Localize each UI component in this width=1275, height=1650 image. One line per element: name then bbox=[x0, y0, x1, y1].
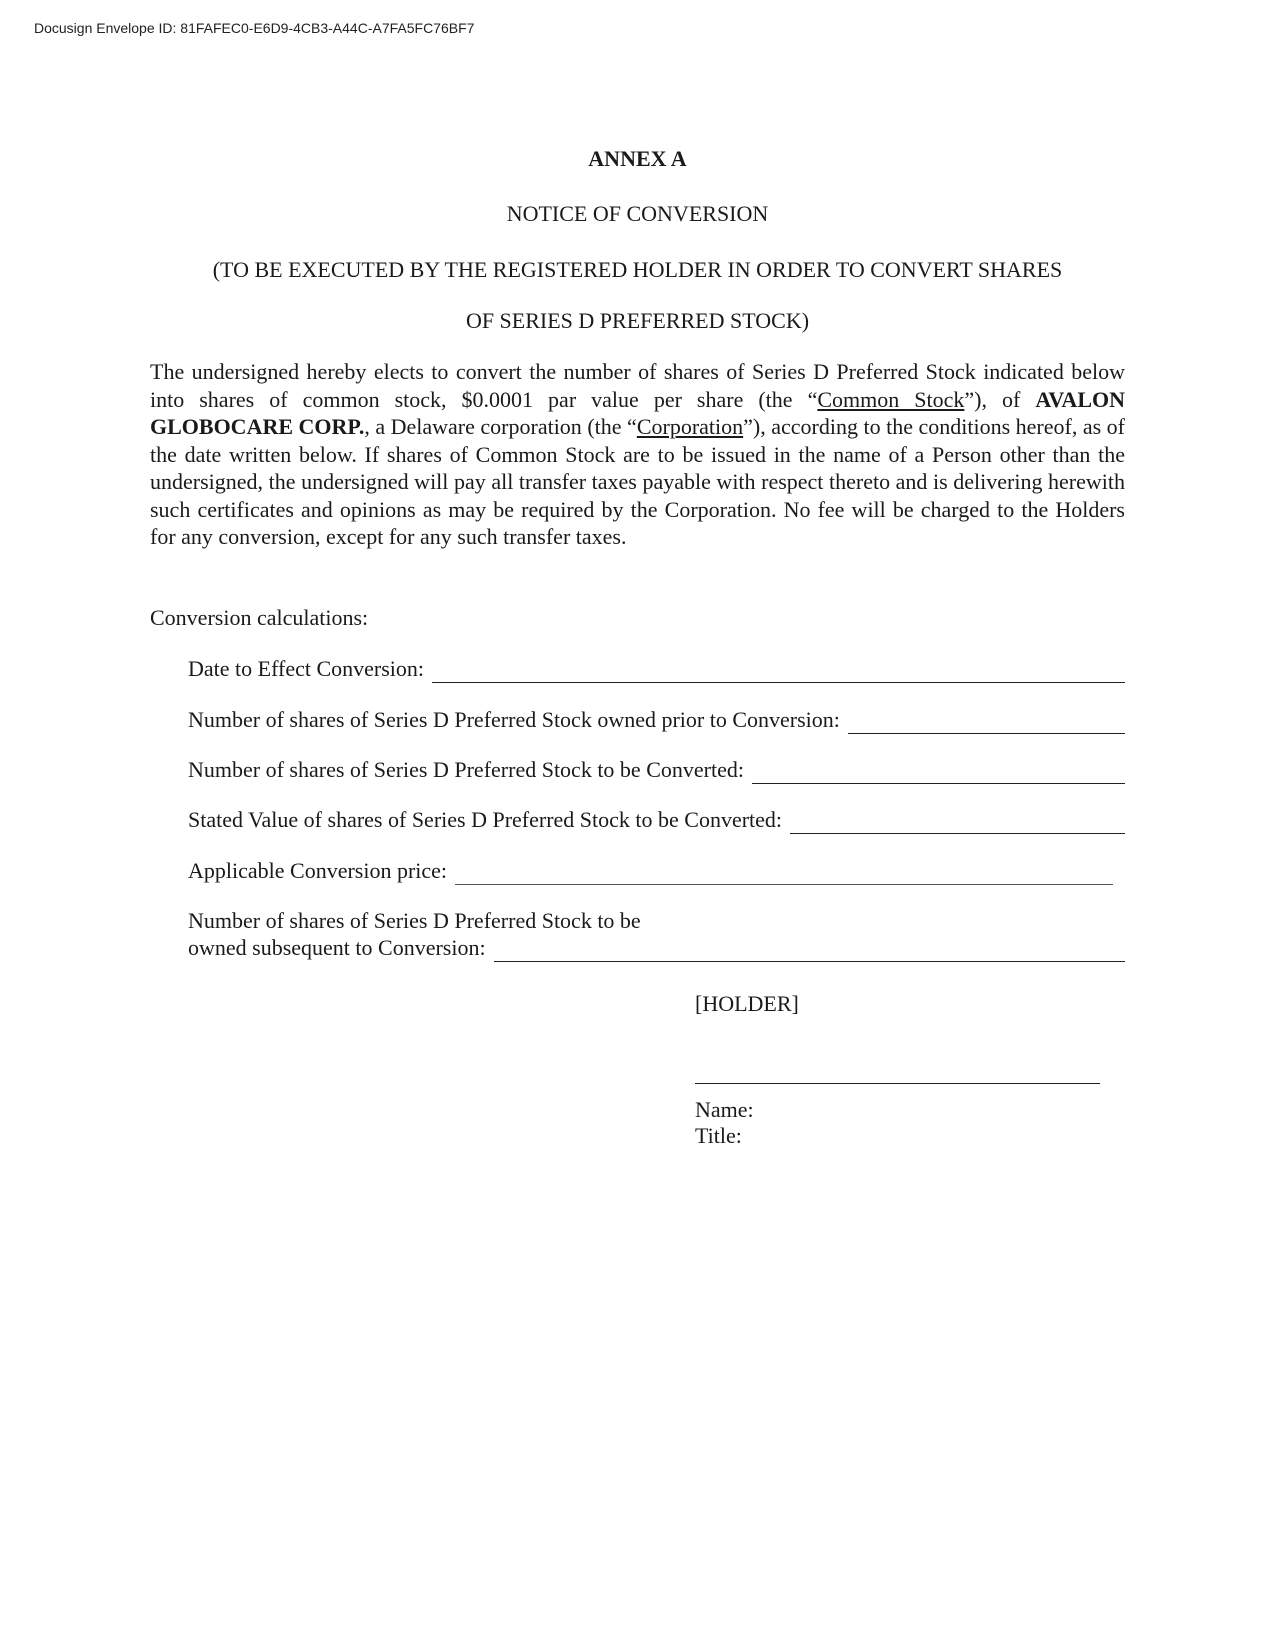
notice-title: NOTICE OF CONVERSION bbox=[506, 201, 769, 226]
company-name: AVALON GLOBOCARE CORP. bbox=[150, 386, 1125, 439]
conversion-price-blank-line[interactable] bbox=[455, 864, 1113, 885]
field-label: owned subsequent to Conversion: bbox=[188, 935, 486, 960]
calculations-title: Conversion calculations: bbox=[150, 605, 369, 630]
shares-owned-subsequent-blank-line[interactable] bbox=[494, 941, 1125, 962]
signature-block bbox=[695, 1097, 754, 1149]
defined-term-common-stock: Common Stock bbox=[817, 386, 965, 412]
date-to-effect-field[interactable] bbox=[188, 655, 1125, 683]
subtitle-line-1: (TO BE EXECUTED BY THE REGISTERED HOLDER IN ORDER TO CONVERT SHARES bbox=[212, 257, 1063, 282]
field-label: Applicable Conversion price: bbox=[188, 858, 448, 883]
envelope-id: Docusign Envelope ID: 81FAFEC0-E6D9-4CB3-A44C-A7FA5FC76BF7 bbox=[34, 20, 475, 36]
shares-to-convert-blank-line[interactable] bbox=[752, 763, 1125, 784]
shares-owned-prior-blank-line[interactable] bbox=[848, 713, 1125, 734]
paragraph-text: ”), according to the conditions hereof, as of the date written below. If shares of Common Stock are to be issued in the name of a Person other than the undersigned, the undersigned will pay all transfer taxes payable with respect thereto and is delivering herewith such certificates and opinions as may be required by the Corporation. No fee will be charged to the Holders for any conversion, except for any such transfer taxes. bbox=[150, 414, 1126, 549]
field-label: Date to Effect Conversion: bbox=[188, 656, 425, 681]
field-label: Number of shares of Series D Preferred Stock to be Converted: bbox=[188, 757, 744, 782]
stated-value-blank-line[interactable] bbox=[790, 813, 1125, 834]
stated-value-field[interactable] bbox=[188, 806, 1125, 834]
signature-line[interactable] bbox=[695, 1083, 1100, 1084]
shares-owned-prior-field[interactable] bbox=[188, 706, 1125, 734]
subtitle-line-2: OF SERIES D PREFERRED STOCK) bbox=[465, 308, 810, 333]
shares-to-convert-field[interactable] bbox=[188, 756, 1125, 784]
paragraph-text: ”), of bbox=[964, 386, 1036, 412]
defined-term-corporation: Corporation bbox=[636, 414, 744, 439]
annex-heading: ANNEX A bbox=[588, 146, 687, 171]
paragraph-text: The undersigned hereby elects to convert the number of shares of Series D Preferred Stock indicated below into shares of common stock, $0.0001 par value per share (the “ bbox=[150, 359, 1125, 412]
conversion-price-field[interactable] bbox=[188, 857, 1125, 885]
field-label: Number of shares of Series D Preferred Stock owned prior to Conversion: bbox=[188, 707, 840, 732]
holder-placeholder: [HOLDER] bbox=[695, 991, 799, 1016]
conversion-paragraph bbox=[150, 358, 1125, 551]
name-label: Name: bbox=[695, 1097, 754, 1122]
paragraph-text: , a Delaware corporation (the “ bbox=[364, 414, 637, 439]
field-label-line-1: Number of shares of Series D Preferred Stock to be bbox=[188, 908, 641, 933]
title-label: Title: bbox=[695, 1123, 742, 1148]
date-blank-line[interactable] bbox=[432, 662, 1125, 683]
field-label: Stated Value of shares of Series D Preferred Stock to be Converted: bbox=[188, 807, 783, 832]
shares-owned-subsequent-field[interactable] bbox=[188, 934, 1125, 962]
